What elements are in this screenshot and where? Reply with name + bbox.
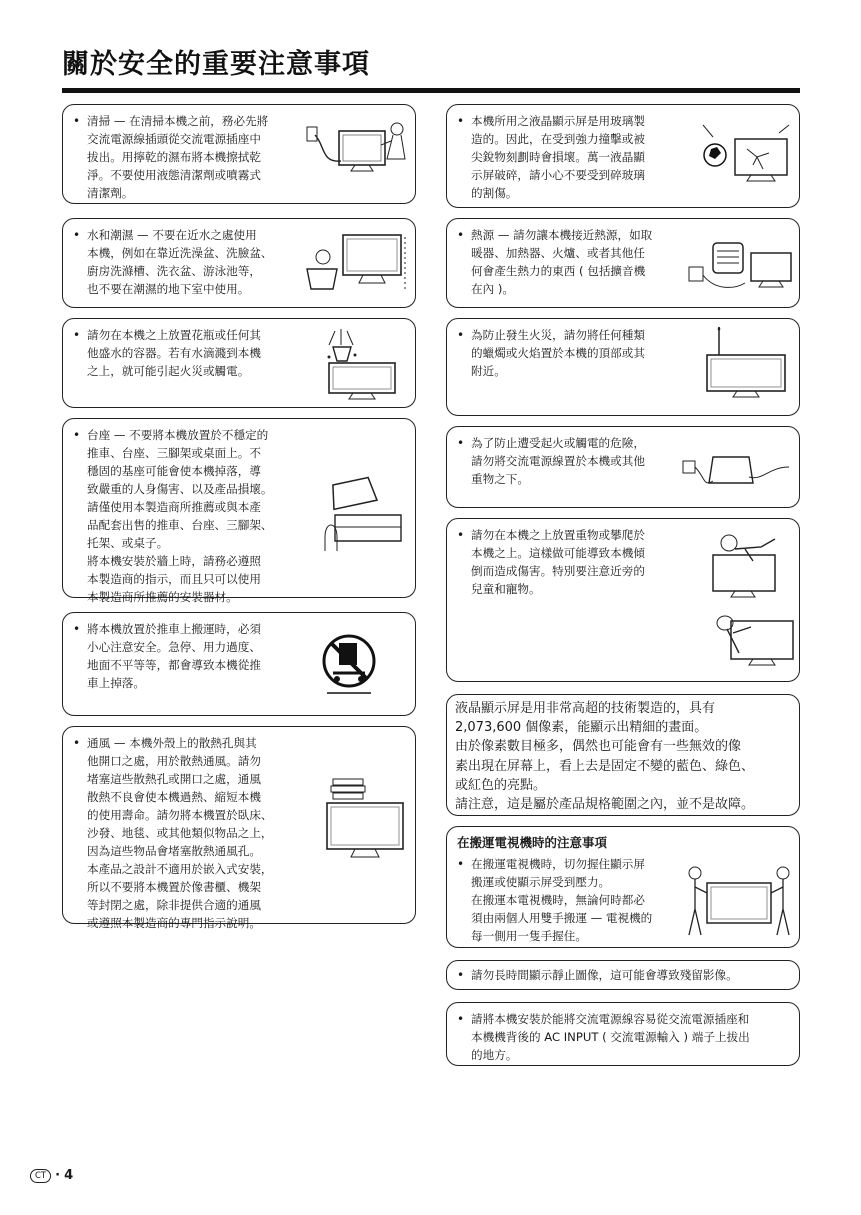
- bullet: •: [457, 228, 465, 242]
- bullet: •: [73, 736, 81, 750]
- stand-illustration: [315, 475, 411, 555]
- footer-dash: ·: [55, 1168, 61, 1183]
- cart-box: [62, 612, 416, 716]
- candle-text: 為防止發生火災，請勿將任何種類 的蠟燭或火焰置於本機的頂部或其 附近。: [471, 328, 645, 378]
- cart-text: 將本機放置於推車上搬運時，必須 小心注意安全。急停、用力過度、 地面不平等等，都會導致本機從推 車上掉落。: [87, 622, 261, 690]
- bullet: •: [73, 114, 81, 128]
- climb-text: 請勿在本機之上放置重物或攀爬於 本機之上。這樣做可能導致本機傾 倒而造成傷害。特別要注意近旁的 兒童和寵物。: [471, 528, 645, 596]
- page-number: 4: [64, 1168, 74, 1183]
- candle-box: [446, 318, 800, 416]
- climb-box: [446, 518, 800, 682]
- cord-box: [446, 426, 800, 508]
- bullet: •: [457, 328, 465, 342]
- ac-input-text: 請將本機安裝於能將交流電源線容易從交流電源插座和 本機機背後的 AC INPUT ( 交流電源輸入 ) 端子上拔出 的地方。: [471, 1012, 750, 1062]
- bullet: •: [73, 428, 81, 442]
- cleaning-illustration: [301, 115, 413, 195]
- lcd-notice: 液晶顯示屏是用非常高超的技術製造的，具有 2,073,600 個像素，能顯示出精細的畫面。 由於像素數目極多，偶然也可能會有一些無效的像 素出現在屏幕上，看上去是固定不變的藍色、綠色、 或紅色的亮點。 請注意，這是屬於產品規格範圍之內，並不是故障。: [446, 694, 800, 816]
- candle-illustration: [703, 325, 793, 405]
- heat-box: [446, 218, 800, 308]
- vent-text: 通風 — 本機外殼上的散熱孔與其 他開口之處，用於散熱通風。請勿 堵塞這些散熱孔或開口之處，通風 散熱不良會使本機過熱、縮短本機 的使用壽命。請勿將本機置於臥床、 沙發、地毯、或其他類似物品之上， 因為這些物品會堵塞散熱通風孔。 本產品之設計不適用於嵌入式安裝， 所以不要將本機置於像書櫃、機架 等封閉之處，除非提供合適的通風 或遵照本製造商的專門指示說明。: [87, 736, 273, 930]
- page-footer: [30, 1168, 73, 1183]
- bullet: •: [73, 328, 81, 342]
- water-text: 水和潮濕 — 不要在近水之處使用 本機，例如在靠近洗澡盆、洗臉盆、 廚房洗滌槽、洗衣盆、游泳池等， 也不要在潮濕的地下室中使用。: [87, 228, 273, 296]
- cord-illustration: [679, 437, 795, 499]
- still-image-box: [446, 960, 800, 990]
- carry-illustration: [683, 863, 795, 941]
- still-image-text: 請勿長時間顯示靜止圖像，這可能會導致殘留影像。: [471, 968, 738, 982]
- heat-text: 熱源 — 請勿讓本機接近熱源，如取 暖器、加熱器、火爐、或者其他任 何會產生熱力的東西 ( 包括擴音機 在內 )。: [471, 228, 653, 296]
- cart-warning-icon: [321, 633, 377, 699]
- page-title: 關於安全的重要注意事項: [62, 49, 370, 80]
- water-illustration: [303, 229, 413, 301]
- bullet: •: [457, 1012, 465, 1026]
- ac-input-box: [446, 1002, 800, 1066]
- bullet: •: [457, 968, 465, 982]
- vase-box: [62, 318, 416, 408]
- vase-illustration: [315, 327, 405, 403]
- glass-text: 本機所用之液晶顯示屏是用玻璃製 造的。因此，在受到強力撞擊或被 尖銳物刻劃時會損壞。萬一液晶顯 示屏破碎，請小心不要受到碎玻璃 的割傷。: [471, 114, 645, 200]
- bullet: •: [73, 622, 81, 636]
- clean-text: 清掃 — 在清掃本機之前，務必先將 交流電源線插頭從交流電源插座中 拔出。用擰乾的濕布將本機擦拭乾 淨。不要使用液態清潔劑或噴霧式 清潔劑。: [87, 114, 269, 200]
- bullet: •: [457, 436, 465, 450]
- vase-text: 請勿在本機之上放置花瓶或任何其 他盛水的容器。若有水滴濺到本機 之上，就可能引起火災或觸電。: [87, 328, 261, 378]
- title-rule: [62, 88, 800, 93]
- bullet: •: [457, 114, 465, 128]
- page-code-badge: CT: [30, 1169, 51, 1183]
- clean-box: [62, 104, 416, 204]
- vent-box: [62, 726, 416, 930]
- stand-text: 台座 — 不要將本機放置於不穩定的 推車、台座、三腳架或桌面上。不 穩固的基座可能會使本機掉落，導 致嚴重的人身傷害、以及產品損壞。 請僅使用本製造商所推薦或與本產 品配套出售的推車、台座、三腳架、 托架、或桌子。 將本機安裝於牆上時，請務必遵照 本製造商的指示，而且只可以使用 本製造商所推薦的安裝器材。: [87, 428, 273, 604]
- stand-box: [62, 418, 416, 604]
- glass-illustration: [699, 119, 795, 199]
- bullet: •: [457, 857, 465, 871]
- carry-text: 在搬運電視機時，切勿握住顯示屏 搬運或使顯示屏受到壓力。 在搬運本電視機時，無論何時都必 須由兩個人用雙手搬運 — 電視機的 每一側用一隻手握住。: [471, 857, 653, 943]
- vent-illustration: [321, 773, 411, 863]
- bullet: •: [457, 528, 465, 542]
- water-box: [62, 218, 416, 308]
- climb-illustration: [705, 525, 797, 675]
- glass-box: [446, 104, 800, 208]
- cord-text: 為了防止遭受起火或觸電的危險， 請勿將交流電源線置於本機或其他 重物之下。: [471, 436, 645, 486]
- carry-heading: 在搬運電視機時的注意事項: [457, 835, 608, 850]
- heat-illustration: [685, 229, 795, 303]
- bullet: •: [73, 228, 81, 242]
- carry-box: [446, 826, 800, 948]
